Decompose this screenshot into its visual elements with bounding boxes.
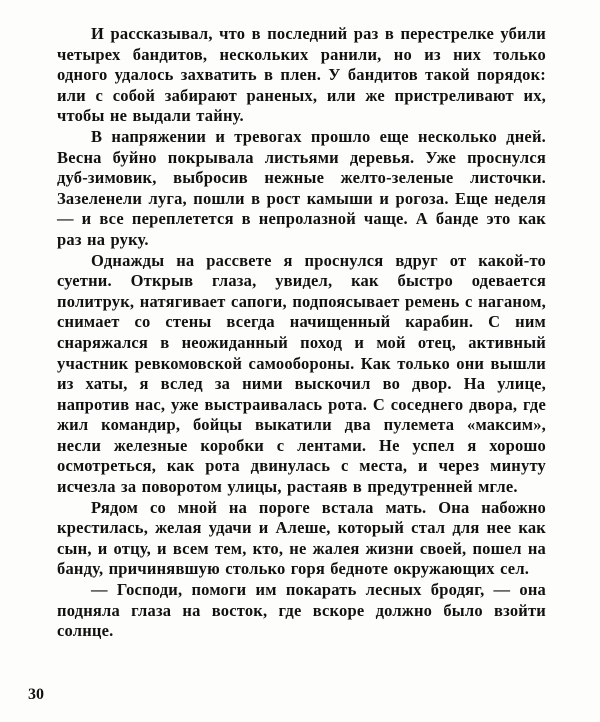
paragraph-5-dialogue: — Господи, помоги им покарать лесных бродяг, — она подняла глаза на восток, где вскоре должно было взойти солнце.	[57, 580, 546, 641]
paragraph-1: И рассказывал, что в последний раз в перестрелке убили четырех бандитов, нескольких ранили, но из них только одного удалось захватить в плен. У бандитов такой порядок: или с собой забирают раненых, или же пристреливают их, чтобы не выдали тайну.	[57, 24, 546, 126]
paragraph-2: В напряжении и тревогах прошло еще несколько дней. Весна буйно покрывала листьями деревья. Уже проснулся дуб-зимовик, выбросив нежные желто-зеленые листочки. Зазеленели луга, пошли в рост камыши и рогоза. Еще неделя — и все переплетется в непролазной чаще. А банде это как раз на руку.	[57, 126, 546, 249]
paragraph-3: Однажды на рассвете я проснулся вдруг от какой-то суетни. Открыв глаза, увидел, как быстро одевается политрук, натягивает сапоги, подпоясывает ремень с наганом, снимает со стены всегда начищенный карабин. С ним снаряжался в неожиданный поход и мой отец, активный участник ревкомовской самообороны. Как только они вышли из хаты, я вслед за ними выскочил во двор. На улице, напротив нас, уже выстраивалась рота. С соседнего двора, где жил командир, бойцы выкатили два пулемета «максим», несли железные коробки с лентами. Не успел я хорошо осмотреться, как рота двинулась с места, и через минуту исчезла за поворотом улицы, растаяв в предутренней мгле.	[57, 250, 546, 497]
paragraph-4: Рядом со мной на пороге встала мать. Она набожно крестилась, желая удачи и Алеше, который стал для нее как сын, и отцу, и всем тем, кто, не жалея жизни своей, пошел на банду, причинявшую столько горя бедноте окружающих сел.	[57, 497, 546, 579]
page-number: 30	[28, 686, 44, 703]
body-text	[57, 24, 546, 642]
